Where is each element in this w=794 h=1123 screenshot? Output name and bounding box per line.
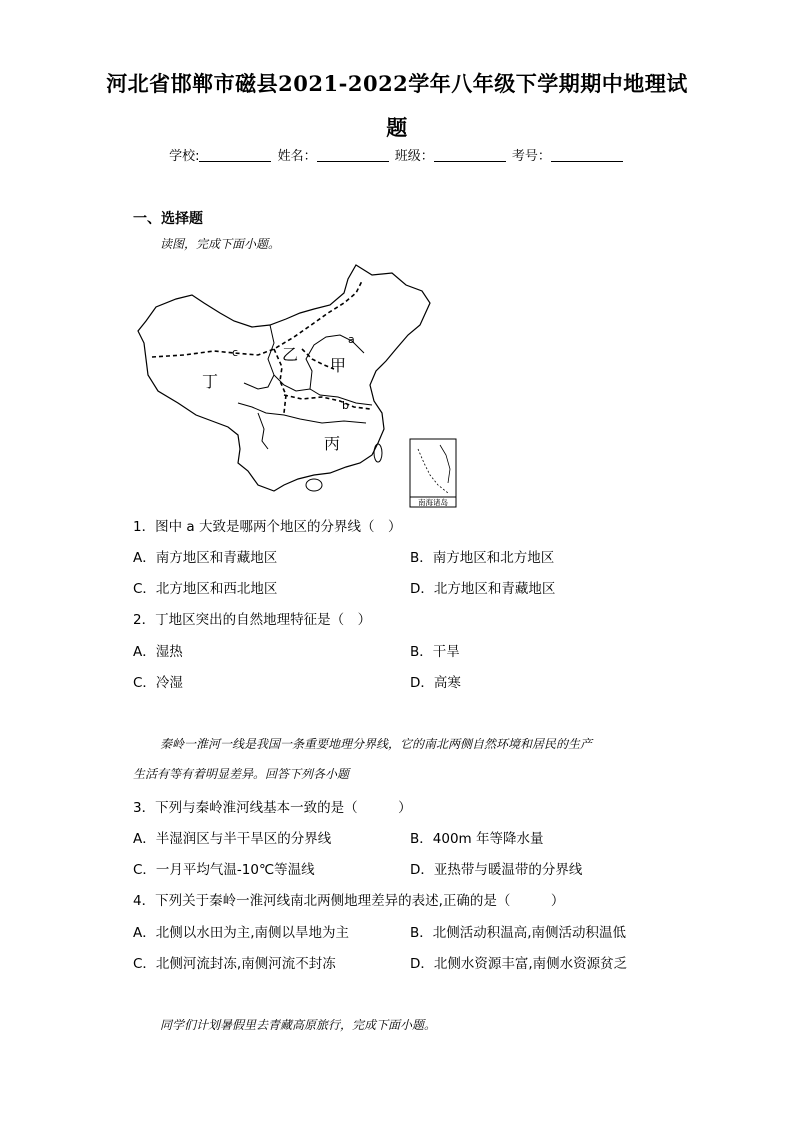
- inset-label: 南海诸岛: [418, 498, 448, 507]
- q2-option-c[interactable]: C．冷湿: [133, 675, 183, 691]
- question-4-stem: 4．下列关于秦岭一淮河线南北两侧地理差异的表述,正确的是（ ）: [133, 893, 565, 909]
- q3-option-c[interactable]: C．一月平均气温-10℃等温线: [133, 862, 315, 878]
- q3-option-d[interactable]: D．亚热带与暖温带的分界线: [410, 862, 583, 878]
- school-blank: [199, 149, 271, 162]
- q3-option-a[interactable]: A．半湿润区与半干旱区的分界线: [133, 831, 332, 847]
- label-b: b: [342, 399, 349, 412]
- school-label: 学校:: [169, 149, 200, 164]
- q2-option-b[interactable]: B．干旱: [410, 644, 460, 660]
- id-label: 考号：: [511, 149, 551, 164]
- section-heading: 一、选择题: [133, 211, 203, 227]
- id-blank: [551, 149, 623, 162]
- question-1-stem: 1．图中 a 大致是哪两个地区的分界线（ ）: [133, 519, 402, 535]
- name-blank: [317, 149, 389, 162]
- q2-option-d[interactable]: D．高寒: [410, 675, 461, 691]
- student-info-row: [0, 145, 794, 164]
- q1-option-c[interactable]: C．北方地区和西北地区: [133, 581, 278, 597]
- name-label: 姓名：: [277, 149, 317, 164]
- q4-option-a[interactable]: A．北侧以水田为主,南侧以旱地为主: [133, 925, 350, 941]
- intro-2-line2: 生活有等有着明显差异。回答下列各小题: [133, 767, 350, 781]
- q1-option-b[interactable]: B．南方地区和北方地区: [410, 550, 555, 566]
- label-c: c: [232, 346, 239, 359]
- china-outline: [138, 265, 430, 491]
- q2-option-a[interactable]: A．湿热: [133, 644, 183, 660]
- class-blank: [434, 149, 506, 162]
- label-jia: 甲: [330, 356, 347, 375]
- q4-option-d[interactable]: D．北侧水资源丰富,南侧水资源贫乏: [410, 956, 628, 972]
- q4-option-b[interactable]: B．北侧活动积温高,南侧活动积温低: [410, 925, 627, 941]
- china-map: [134, 263, 464, 508]
- q3-option-b[interactable]: B．400m 年等降水量: [410, 831, 544, 847]
- question-3-stem: 3．下列与秦岭淮河线基本一致的是（ ）: [133, 800, 412, 816]
- label-yi: 乙: [282, 345, 299, 364]
- doc-title-line1: 河北省邯郸市磁县2021-2022学年八年级下学期期中地理试: [106, 71, 688, 96]
- doc-title-line2: 题: [386, 115, 408, 140]
- intro-1: 读图，完成下面小题。: [160, 237, 281, 251]
- label-a: a: [348, 333, 355, 346]
- intro-3: 同学们计划暑假里去青藏高原旅行，完成下面小题。: [160, 1018, 437, 1032]
- q1-option-d[interactable]: D．北方地区和青藏地区: [410, 581, 556, 597]
- south-china-sea-inset: [410, 439, 456, 507]
- q4-option-c[interactable]: C．北侧河流封冻,南侧河流不封冻: [133, 956, 336, 972]
- class-label: 班级：: [394, 149, 434, 164]
- label-ding: 丁: [202, 372, 219, 391]
- question-2-stem: 2．丁地区突出的自然地理特征是（ ）: [133, 612, 372, 628]
- label-bing: 丙: [324, 434, 341, 453]
- q1-option-a[interactable]: A．南方地区和青藏地区: [133, 550, 278, 566]
- intro-2-line1: 秦岭一淮河一线是我国一条重要地理分界线，它的南北两侧自然环境和居民的生产: [160, 737, 593, 751]
